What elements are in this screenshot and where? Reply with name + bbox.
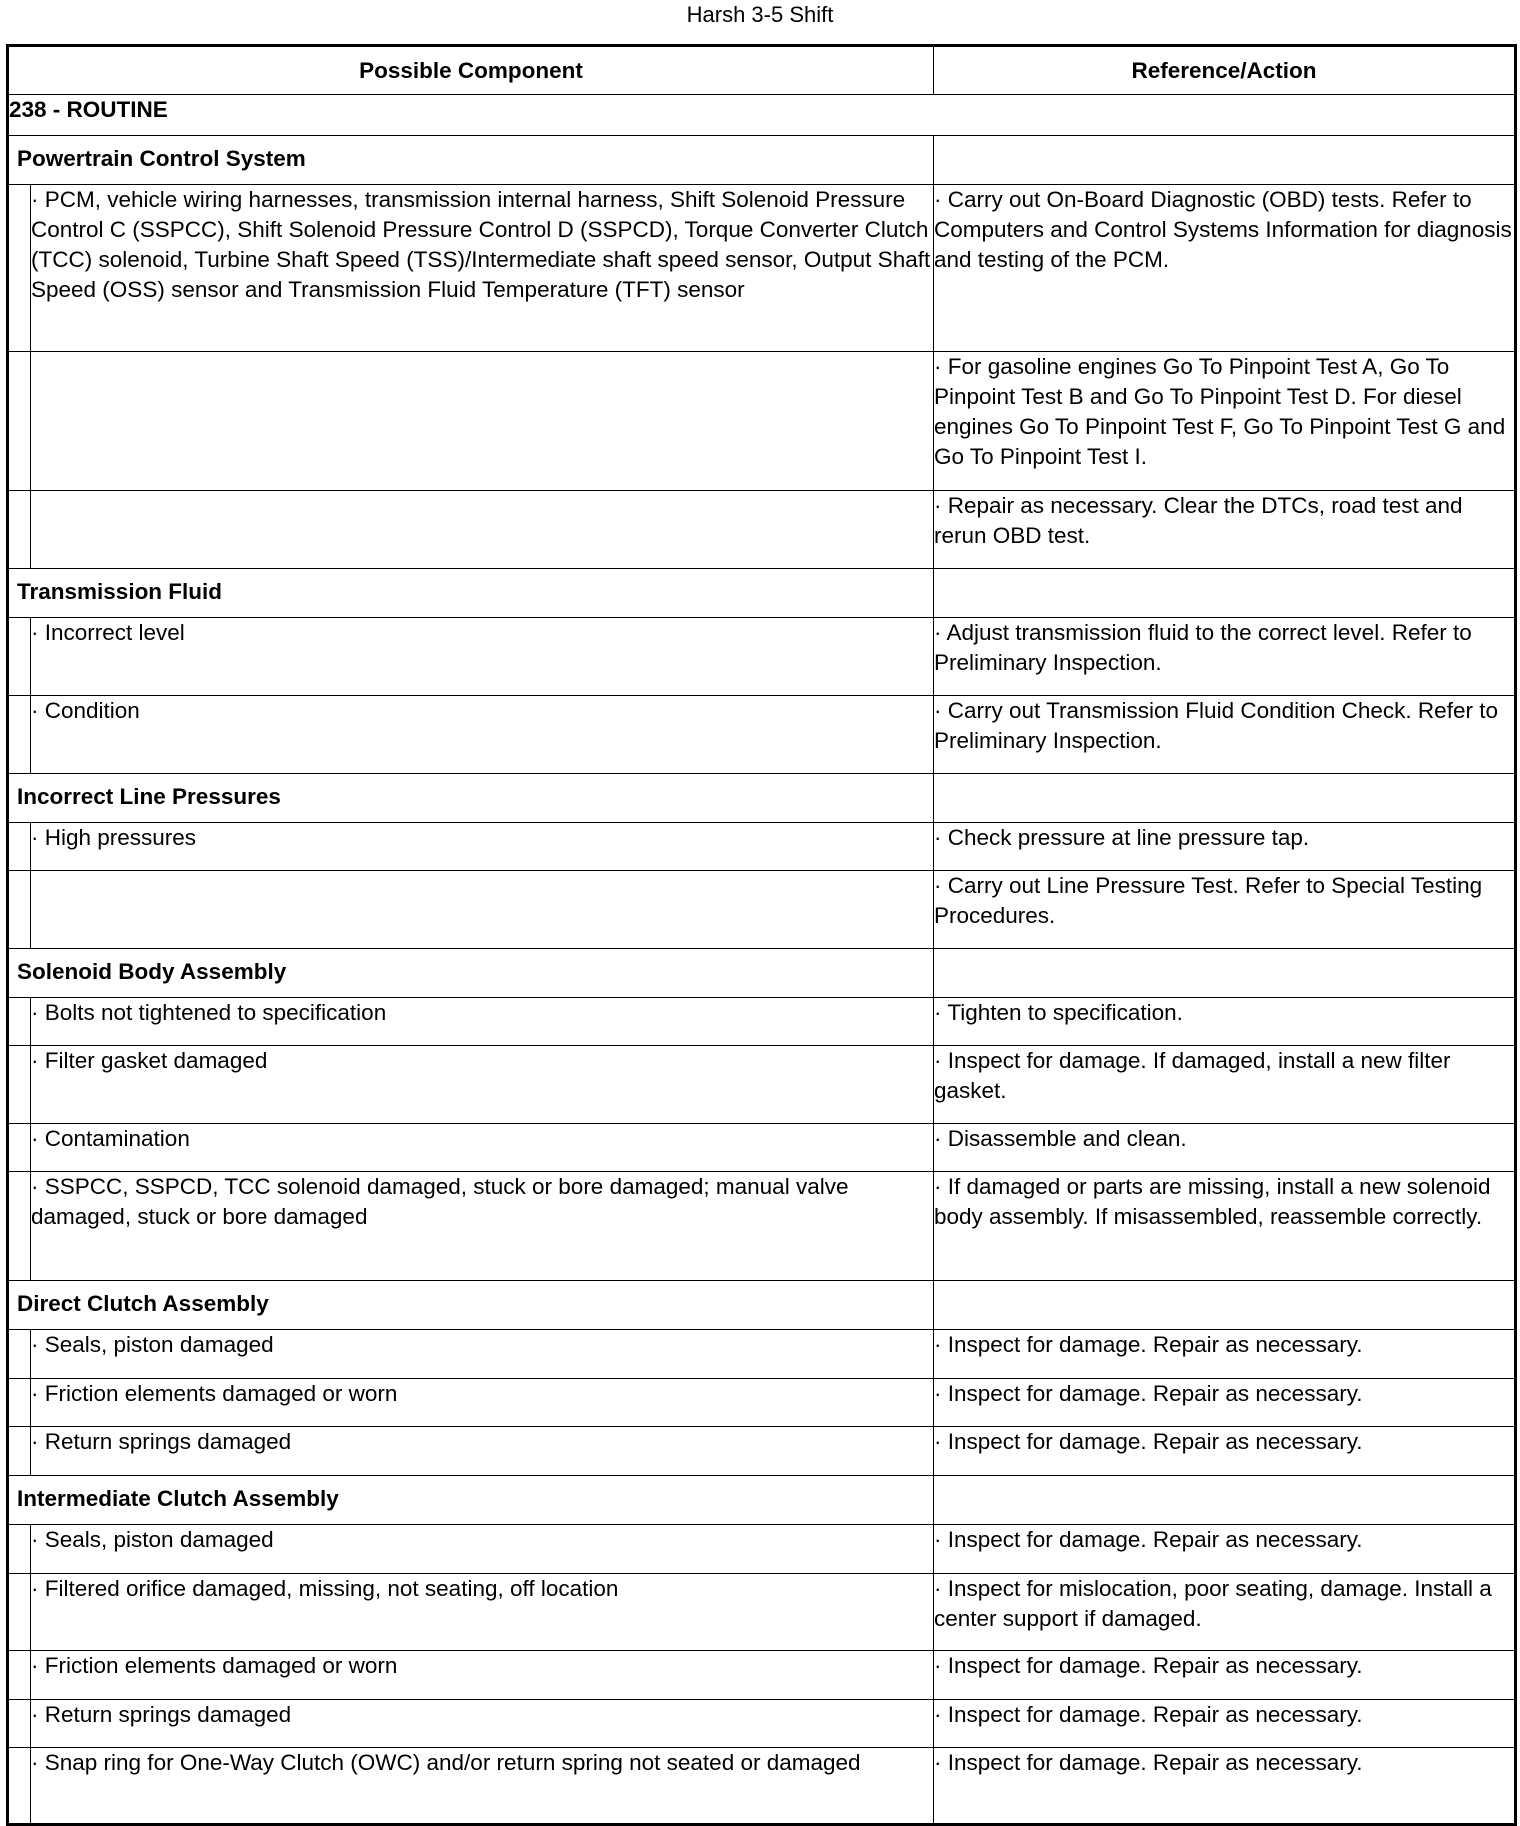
action-cell: · Inspect for damage. Repair as necessary.: [934, 1748, 1516, 1825]
table-row: [8, 1700, 1516, 1748]
section-title: Solenoid Body Assembly: [8, 949, 934, 998]
document-title: Harsh 3-5 Shift: [686, 2, 834, 27]
action-cell: · Adjust transmission fluid to the correct level. Refer to Preliminary Inspection.: [934, 618, 1516, 696]
indent-cell: [8, 1525, 31, 1574]
table-row: [8, 1574, 1516, 1651]
table-row: [8, 1124, 1516, 1172]
component-cell: · High pressures: [31, 823, 934, 871]
indent-cell: [8, 823, 31, 871]
component-cell: · Seals, piston damaged: [31, 1330, 934, 1379]
action-cell: · Inspect for damage. Repair as necessary.: [934, 1651, 1516, 1700]
action-cell: · Repair as necessary. Clear the DTCs, road test and rerun OBD test.: [934, 491, 1516, 569]
section-action-empty: [934, 1281, 1516, 1330]
diagnostic-table: [6, 44, 1517, 1826]
action-cell: · If damaged or parts are missing, install a new solenoid body assembly. If misassembled, reassemble correctly.: [934, 1172, 1516, 1281]
table-row: [8, 1748, 1516, 1825]
component-cell: · Seals, piston damaged: [31, 1525, 934, 1574]
component-cell: · SSPCC, SSPCD, TCC solenoid damaged, stuck or bore damaged; manual valve damaged, stuck or bore damaged: [31, 1172, 934, 1281]
table-row: [8, 1330, 1516, 1379]
indent-cell: [8, 871, 31, 949]
component-cell: · Filtered orifice damaged, missing, not seating, off location: [31, 1574, 934, 1651]
action-cell: · Carry out Line Pressure Test. Refer to Special Testing Procedures.: [934, 871, 1516, 949]
component-cell: · PCM, vehicle wiring harnesses, transmission internal harness, Shift Solenoid Pressure Control C (SSPCC), Shift Solenoid Pressure Control D (SSPCD), Torque Converter Clutch (TCC) solenoid, Turbine Shaft Speed (TSS)/Intermediate shaft speed sensor, Output Shaft Speed (OSS) sensor and Transmission Fluid Temperature (TFT) sensor: [31, 185, 934, 352]
table-row: [8, 1172, 1516, 1281]
table-row: [8, 823, 1516, 871]
action-cell: · Disassemble and clean.: [934, 1124, 1516, 1172]
column-header-component: Possible Component: [8, 46, 934, 95]
routine-label: 238 - ROUTINE: [8, 95, 1516, 136]
indent-cell: [8, 696, 31, 774]
action-cell: · Inspect for damage. Repair as necessary.: [934, 1379, 1516, 1427]
component-cell: · Return springs damaged: [31, 1700, 934, 1748]
section-title: Direct Clutch Assembly: [8, 1281, 934, 1330]
indent-cell: [8, 1651, 31, 1700]
table-row: [8, 618, 1516, 696]
section-row: [8, 1476, 1516, 1525]
action-cell: · Tighten to specification.: [934, 998, 1516, 1046]
component-cell: · Snap ring for One-Way Clutch (OWC) and/or return spring not seated or damaged: [31, 1748, 934, 1825]
indent-cell: [8, 185, 31, 352]
component-cell: [31, 491, 934, 569]
table-row: [8, 1427, 1516, 1476]
column-header-action: Reference/Action: [934, 46, 1516, 95]
component-cell: · Condition: [31, 696, 934, 774]
indent-cell: [8, 618, 31, 696]
section-action-empty: [934, 1476, 1516, 1525]
routine-row: [8, 95, 1516, 136]
table-row: [8, 491, 1516, 569]
section-row: [8, 569, 1516, 618]
indent-cell: [8, 1046, 31, 1124]
indent-cell: [8, 491, 31, 569]
table-row: [8, 998, 1516, 1046]
section-action-empty: [934, 569, 1516, 618]
section-row: [8, 949, 1516, 998]
action-cell: · Inspect for damage. Repair as necessary.: [934, 1525, 1516, 1574]
section-row: [8, 774, 1516, 823]
component-cell: [31, 871, 934, 949]
indent-cell: [8, 1748, 31, 1825]
component-cell: · Filter gasket damaged: [31, 1046, 934, 1124]
section-title: Powertrain Control System: [8, 136, 934, 185]
table-row: [8, 1651, 1516, 1700]
section-action-empty: [934, 949, 1516, 998]
action-cell: · Inspect for damage. If damaged, install a new filter gasket.: [934, 1046, 1516, 1124]
indent-cell: [8, 1124, 31, 1172]
table-row: [8, 352, 1516, 491]
section-action-empty: [934, 774, 1516, 823]
indent-cell: [8, 1330, 31, 1379]
action-cell: · Inspect for damage. Repair as necessary.: [934, 1700, 1516, 1748]
action-cell: · Inspect for damage. Repair as necessary.: [934, 1427, 1516, 1476]
action-cell: · Check pressure at line pressure tap.: [934, 823, 1516, 871]
indent-cell: [8, 998, 31, 1046]
section-row: [8, 1281, 1516, 1330]
component-cell: · Incorrect level: [31, 618, 934, 696]
table-header-row: [8, 46, 1516, 95]
table-row: [8, 185, 1516, 352]
action-cell: · Carry out Transmission Fluid Condition Check. Refer to Preliminary Inspection.: [934, 696, 1516, 774]
section-title: Transmission Fluid: [8, 569, 934, 618]
component-cell: [31, 352, 934, 491]
table-row: [8, 696, 1516, 774]
section-row: [8, 136, 1516, 185]
indent-cell: [8, 1379, 31, 1427]
component-cell: · Return springs damaged: [31, 1427, 934, 1476]
component-cell: · Friction elements damaged or worn: [31, 1379, 934, 1427]
table-row: [8, 1525, 1516, 1574]
indent-cell: [8, 1574, 31, 1651]
indent-cell: [8, 1427, 31, 1476]
action-cell: · Inspect for damage. Repair as necessary.: [934, 1330, 1516, 1379]
component-cell: · Bolts not tightened to specification: [31, 998, 934, 1046]
table-row: [8, 1379, 1516, 1427]
indent-cell: [8, 1172, 31, 1281]
component-cell: · Friction elements damaged or worn: [31, 1651, 934, 1700]
table-row: [8, 1046, 1516, 1124]
section-title: Incorrect Line Pressures: [8, 774, 934, 823]
section-title: Intermediate Clutch Assembly: [8, 1476, 934, 1525]
table-row: [8, 871, 1516, 949]
action-cell: · For gasoline engines Go To Pinpoint Test A, Go To Pinpoint Test B and Go To Pinpoint Test D. For diesel engines Go To Pinpoint Test F, Go To Pinpoint Test G and Go To Pinpoint Test I.: [934, 352, 1516, 491]
section-action-empty: [934, 136, 1516, 185]
action-cell: · Inspect for mislocation, poor seating, damage. Install a center support if damaged.: [934, 1574, 1516, 1651]
action-cell: · Carry out On-Board Diagnostic (OBD) tests. Refer to Computers and Control Systems Information for diagnosis and testing of the PCM.: [934, 185, 1516, 352]
indent-cell: [8, 1700, 31, 1748]
component-cell: · Contamination: [31, 1124, 934, 1172]
indent-cell: [8, 352, 31, 491]
